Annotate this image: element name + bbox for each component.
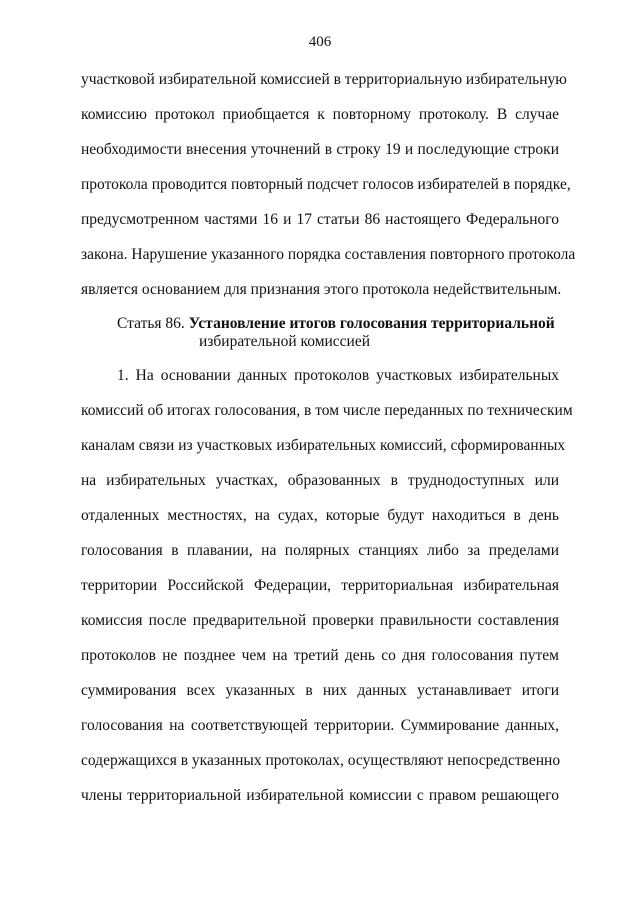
paragraph1-line-6: закона. Нарушение указанного порядка составления повторного протокола [81,246,576,263]
paragraph2-line-7: территории Российской Федерации, территориальная избирательная [81,577,559,594]
paragraph1-line-1: участковой избирательной комиссией в территориальную избирательную [81,71,567,88]
paragraph1-line-7: является основанием для признания этого протокола недействительным. [81,281,562,298]
paragraph2-line-12: содержащихся в указанных протоколах, осуществляют непосредственно [81,752,561,769]
paragraph2-line-6: голосования в плавании, на полярных станциях либо за пределами [81,542,559,559]
paragraph2-line-11: голосования на соответствующей территории. Суммирование данных, [81,717,559,734]
paragraph1-line-5: предусмотренном частями 16 и 17 статьи 86 настоящего Федерального [81,211,559,228]
paragraph2-line-5: отдаленных местностях, на судах, которые будут находиться в день [81,507,559,524]
paragraph2-line-4: на избирательных участках, образованных в труднодоступных или [81,472,559,489]
article-title-line-1: Установление итогов голосования территориальной [188,315,555,332]
paragraph2-line-10: суммирования всех указанных в них данных устанавливает итоги [81,682,559,699]
article-title-line-2: избирательной комиссией [199,333,371,350]
paragraph2-line-9: протоколов не позднее чем на третий день со дня голосования путем [81,647,559,664]
page-number: 406 [308,34,332,50]
paragraph2-line-2: комиссий об итогах голосования, в том числе переданных по техническим [81,402,573,419]
paragraph1-line-4: протокола проводится повторный подсчет голосов избирателей в порядке, [81,176,571,193]
paragraph1-line-3: необходимости внесения уточнений в строку 19 и последующие строки [81,141,559,158]
paragraph1-line-2: комиссию протокол приобщается к повторному протоколу. В случае [81,106,559,123]
article-number: Статья 86. [117,315,185,332]
paragraph2-line-1: 1. На основании данных протоколов участковых избирательных [117,367,559,384]
paragraph2-line-8: комиссия после предварительной проверки правильности составления [81,612,559,629]
article-heading-line-1 [117,314,555,334]
paragraph2-line-13: члены территориальной избирательной комиссии с правом решающего [81,787,559,804]
paragraph2-line-3: каналам связи из участковых избирательных комиссий, сформированных [81,437,566,454]
